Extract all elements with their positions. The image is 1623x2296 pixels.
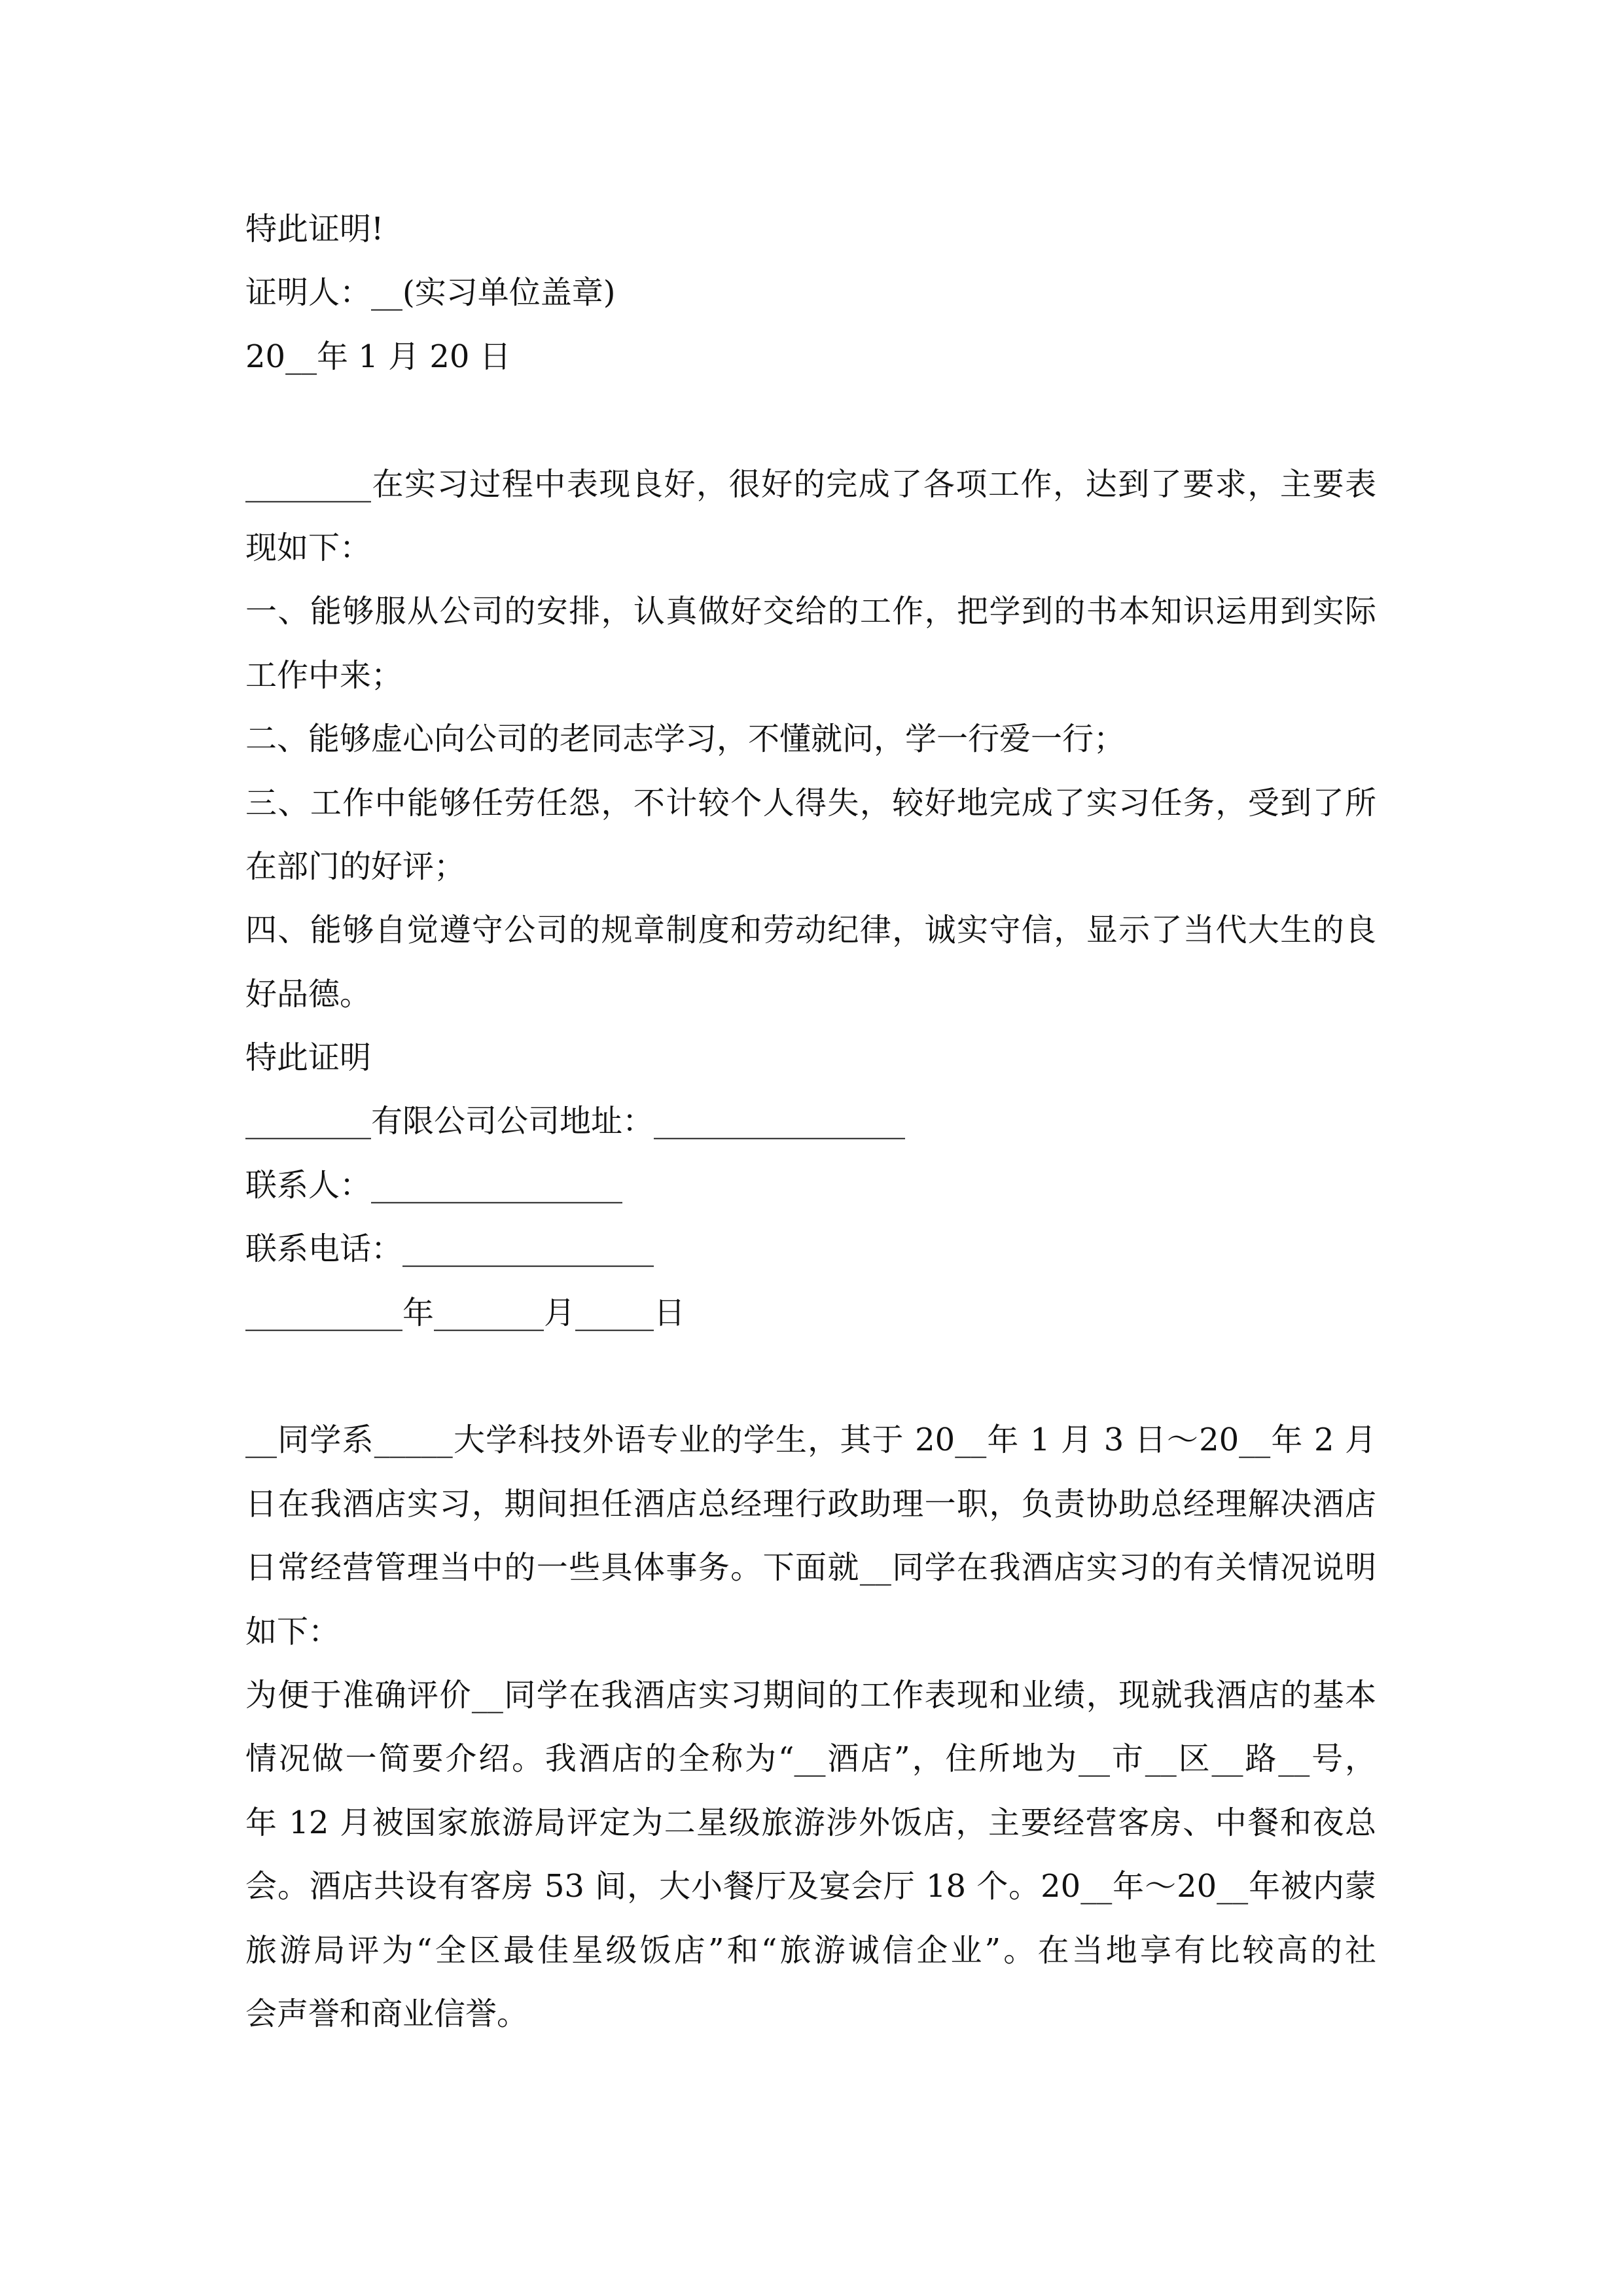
text-line: 工作中来； — [245, 656, 403, 694]
text-line: 会。酒店共设有客房 53 间，大小餐厅及宴会厅 18 个。20__年～20__年被内蒙 — [245, 1868, 1376, 1905]
text-line: 如下： — [245, 1613, 340, 1650]
evaluation-letter — [245, 453, 1376, 1345]
text-line: 好品德。 — [245, 975, 372, 1013]
text-line: 旅游局评为“全区最佳星级饭店”和“旅游诚信企业”。在当地享有比较高的社 — [245, 1931, 1376, 1969]
text-line: 联系电话：________________ — [245, 1230, 654, 1268]
text-line: 特此证明! — [245, 211, 384, 247]
blank-line — [245, 389, 1376, 452]
text-line: 联系人：________________ — [245, 1166, 623, 1204]
text-line: 三、工作中能够任劳任怨，不计较个人得失，较好地完成了实习任务，受到了所 — [245, 784, 1376, 821]
text-line: 情况做一简要介绍。我酒店的全称为“__酒店”，住所地为__市__区__路__号， — [245, 1740, 1376, 1778]
text-line: __同学系_____大学科技外语专业的学生，其于 20__年 1 月 3 日～20__年 2 月 — [245, 1422, 1376, 1459]
closing-block-1 — [245, 198, 1376, 389]
text-line: 会声誉和商业信誉。 — [245, 1995, 529, 2032]
text-line: 在部门的好评； — [245, 848, 466, 885]
text-line: 二、能够虚心向公司的老同志学习，不懂就问，学一行爱一行； — [245, 721, 1126, 758]
text-line: 证明人：__(实习单位盖章) — [245, 274, 616, 312]
document-page — [245, 198, 1376, 2046]
text-line: 四、能够自觉遵守公司的规章制度和劳动纪律，诚实守信，显示了当代大生的良 — [245, 912, 1376, 949]
text-line: 一、能够服从公司的安排，认真做好交给的工作，把学到的书本知识运用到实际 — [245, 593, 1376, 630]
text-line: ________有限公司公司地址：________________ — [245, 1103, 906, 1140]
text-line: 日常经营管理当中的一些具体事务。下面就__同学在我酒店实习的有关情况说明 — [245, 1549, 1376, 1587]
text-line: __________年_______月_____日 — [245, 1294, 686, 1331]
text-line: 特此证明 — [245, 1039, 372, 1077]
text-line: 为便于准确评价__同学在我酒店实习期间的工作表现和业绩，现就我酒店的基本 — [245, 1676, 1376, 1713]
text-line: 年 12 月被国家旅游局评定为二星级旅游涉外饭店，主要经营客房、中餐和夜总 — [245, 1804, 1376, 1841]
text-line: 现如下： — [245, 529, 372, 566]
hotel-internship-letter — [245, 1408, 1376, 2046]
text-line: 日在我酒店实习，期间担任酒店总经理行政助理一职，负责协助总经理解决酒店 — [245, 1485, 1376, 1522]
blank-line — [245, 1345, 1376, 1408]
text-line: ________在实习过程中表现良好，很好的完成了各项工作，达到了要求，主要表 — [245, 465, 1376, 503]
text-line: 20__年 1 月 20 日 — [245, 338, 511, 375]
